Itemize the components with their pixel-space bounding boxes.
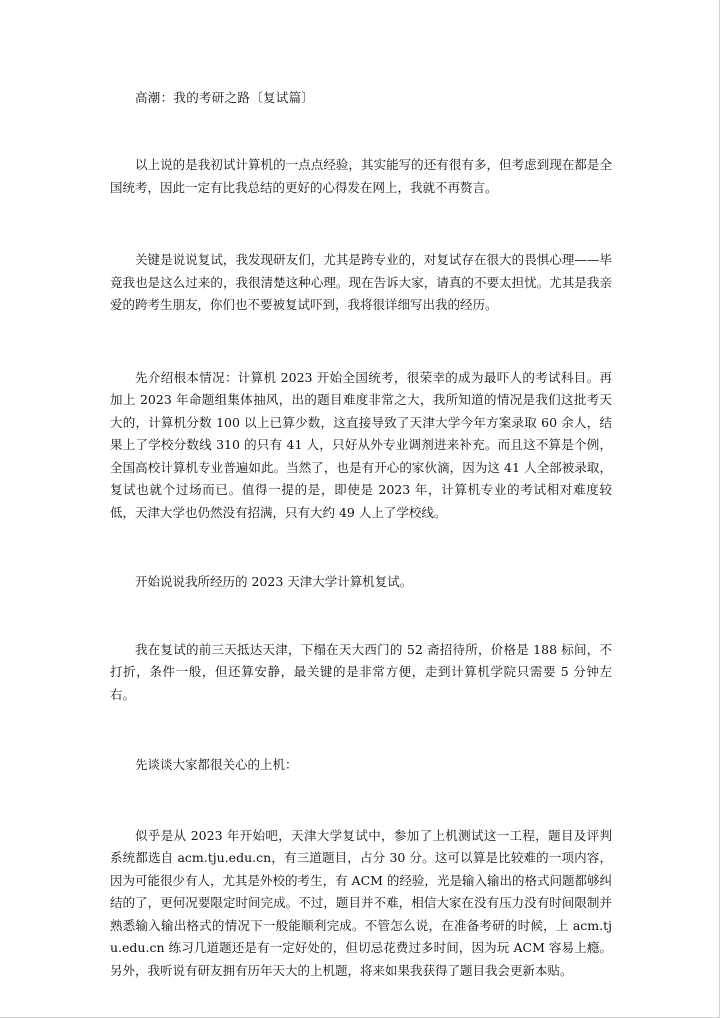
paragraph-1: 以上说的是我初试计算机的一点点经验，其实能写的还有很有多，但考虑到现在都是全国统考，因此一定有比我总结的更好的心得发在网上，我就不再赘言。 xyxy=(110,157,612,195)
document-title: 高潮：我的考研之路〔复试篇〕 xyxy=(135,90,315,105)
paragraph-2: 关键是说说复试，我发现研友们，尤其是跨专业的，对复试存在很大的畏惧心理——毕竟我也是这么过来的，我很清楚这种心理。现在告诉大家，请真的不要太担忧。尤其是我亲爱的跨考生朋友，你们也不要被复试吓到，我将很详细写出我的经历。 xyxy=(110,252,612,312)
paragraph-5: 我在复试的前三天抵达天津，下榻在天大西门的 52 斋招待所，价格是 188 标间，不打折，条件一般，但还算安静，最关键的是非常方便，走到计算机学院只需要 5 分钟左右。 xyxy=(110,641,612,702)
paragraph-6: 先谈谈大家都很关心的上机： xyxy=(135,757,298,772)
paragraph-7: 似乎是从 2023 年开始吧，天津大学复试中，参加了上机测试这一工程，题目及评判系统都选自 acm.tju.edu.cn，有三道题目，占分 30 分。这可以算是比较难的一项内容，因为可能很少有人，尤其是外校的考生，有 ACM 的经验，光是输入输出的格式问题都够纠结的了，更何况要限定时间完成。不过，题目并不难，相信大家在没有压力没有时间限制并熟悉输入输出格式的情况下一般能顺利完成。不管怎么说，在准备考研的时候，上 acm.tju.edu.cn 练习几道题还是有一定好处的，但切忌花费过多时间，因为玩 ACM 容易上瘾。另外，我听说有研友拥有历年天大的上机题，将来如果我获得了题目我会更新本贴。 xyxy=(110,827,612,978)
paragraph-3: 先介绍根本情况：计算机 2023 开始全国统考，很荣幸的成为最吓人的考试科目。再加上 2023 年命题组集体抽风，出的题目难度非常之大，我所知道的情况是我们这批考天大的，计算机分数 100 以上已算少数，这直接导致了天津大学今年方案录取 60 余人，结果上了学校分数线 310 的只有 41 人，只好从外专业调剂进来补充。而且这不算是个例，全国高校计算机专业普遍如此。当然了，也是有开心的家伙滴，因为这 41 人全部被录取，复试也就个过场而已。值得一提的是，即使是 2023 年，计算机专业的考试相对难度较低，天津大学也仍然没有招满，只有大约 49 人上了学校线。 xyxy=(110,369,612,520)
paragraph-4: 开始说说我所经历的 2023 天津大学计算机复试。 xyxy=(135,574,413,589)
document-body xyxy=(110,88,612,982)
